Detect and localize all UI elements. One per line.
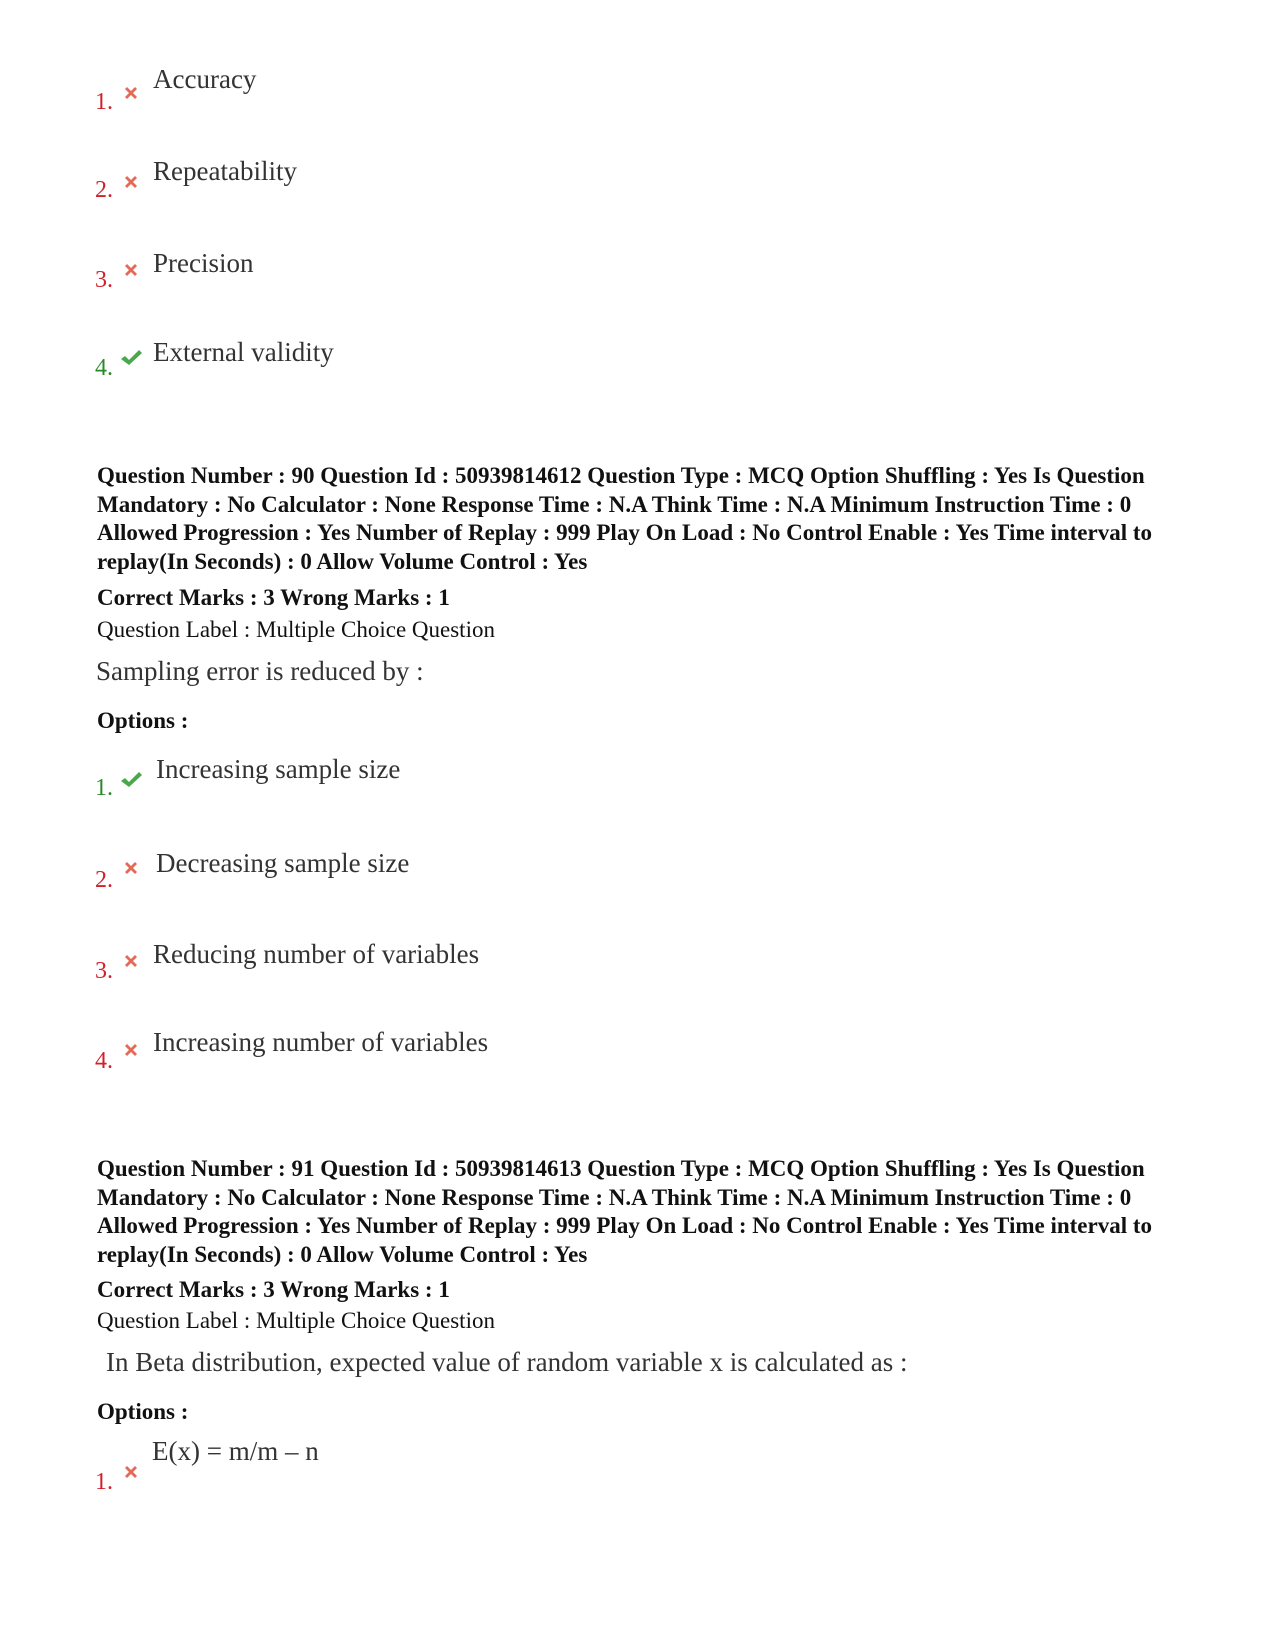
option-number: 4. bbox=[95, 1048, 113, 1074]
question-marks: Correct Marks : 3 Wrong Marks : 1 bbox=[97, 585, 450, 610]
question-meta: Question Number : 90 Question Id : 50939814612 Question Type : MCQ Option Shuffling : Yes Is Question Mandatory : No Calculator : None Response Time : N.A Think Time : N.A Minimum Instruction Time : 0 Allowed Progression : Yes Number of Replay : 999 Play On Load : No Control Enable : Yes Time interval to replay(In Seconds) : 0 Allow Volume Control : Yes bbox=[97, 463, 1153, 574]
option-text: External validity bbox=[153, 337, 334, 367]
wrong-cross-icon bbox=[121, 951, 141, 971]
option-text: Repeatability bbox=[153, 156, 297, 186]
question-meta: Question Number : 91 Question Id : 50939814613 Question Type : MCQ Option Shuffling : Yes Is Question Mandatory : No Calculator : None Response Time : N.A Think Time : N.A Minimum Instruction Time : 0 Allowed Progression : Yes Number of Replay : 999 Play On Load : No Control Enable : Yes Time interval to replay(In Seconds) : 0 Allow Volume Control : Yes bbox=[97, 1156, 1153, 1267]
wrong-cross-icon bbox=[121, 1462, 141, 1482]
correct-check-icon bbox=[120, 348, 144, 368]
option-text: Decreasing sample size bbox=[156, 848, 410, 878]
wrong-cross-icon bbox=[121, 260, 141, 280]
option-number: 1. bbox=[95, 775, 113, 801]
wrong-cross-icon bbox=[121, 172, 141, 192]
option-text: E(x) = m/m – n bbox=[152, 1436, 319, 1466]
question-label: Question Label : Multiple Choice Question bbox=[97, 1308, 495, 1333]
option-text: Increasing number of variables bbox=[153, 1027, 489, 1057]
wrong-cross-icon bbox=[121, 858, 141, 878]
options-label: Options : bbox=[97, 1399, 189, 1424]
option-number: 1. bbox=[95, 1469, 113, 1495]
option-number: 4. bbox=[95, 355, 113, 381]
wrong-cross-icon bbox=[121, 1040, 141, 1060]
options-label: Options : bbox=[97, 708, 189, 733]
option-text: Reducing number of variables bbox=[153, 939, 480, 969]
option-number: 2. bbox=[95, 177, 113, 203]
option-number: 3. bbox=[95, 958, 113, 984]
wrong-cross-icon bbox=[121, 83, 141, 103]
option-text: Increasing sample size bbox=[156, 754, 401, 784]
correct-check-icon bbox=[120, 770, 144, 790]
question-text: Sampling error is reduced by : bbox=[96, 656, 424, 686]
option-number: 2. bbox=[95, 867, 113, 893]
question-marks: Correct Marks : 3 Wrong Marks : 1 bbox=[97, 1277, 450, 1302]
option-number: 1. bbox=[95, 89, 113, 115]
option-text: Precision bbox=[153, 248, 254, 278]
option-number: 3. bbox=[95, 267, 113, 293]
option-text: Accuracy bbox=[153, 64, 257, 94]
question-label: Question Label : Multiple Choice Question bbox=[97, 617, 495, 642]
question-text: In Beta distribution, expected value of random variable x is calculated as : bbox=[106, 1347, 908, 1377]
